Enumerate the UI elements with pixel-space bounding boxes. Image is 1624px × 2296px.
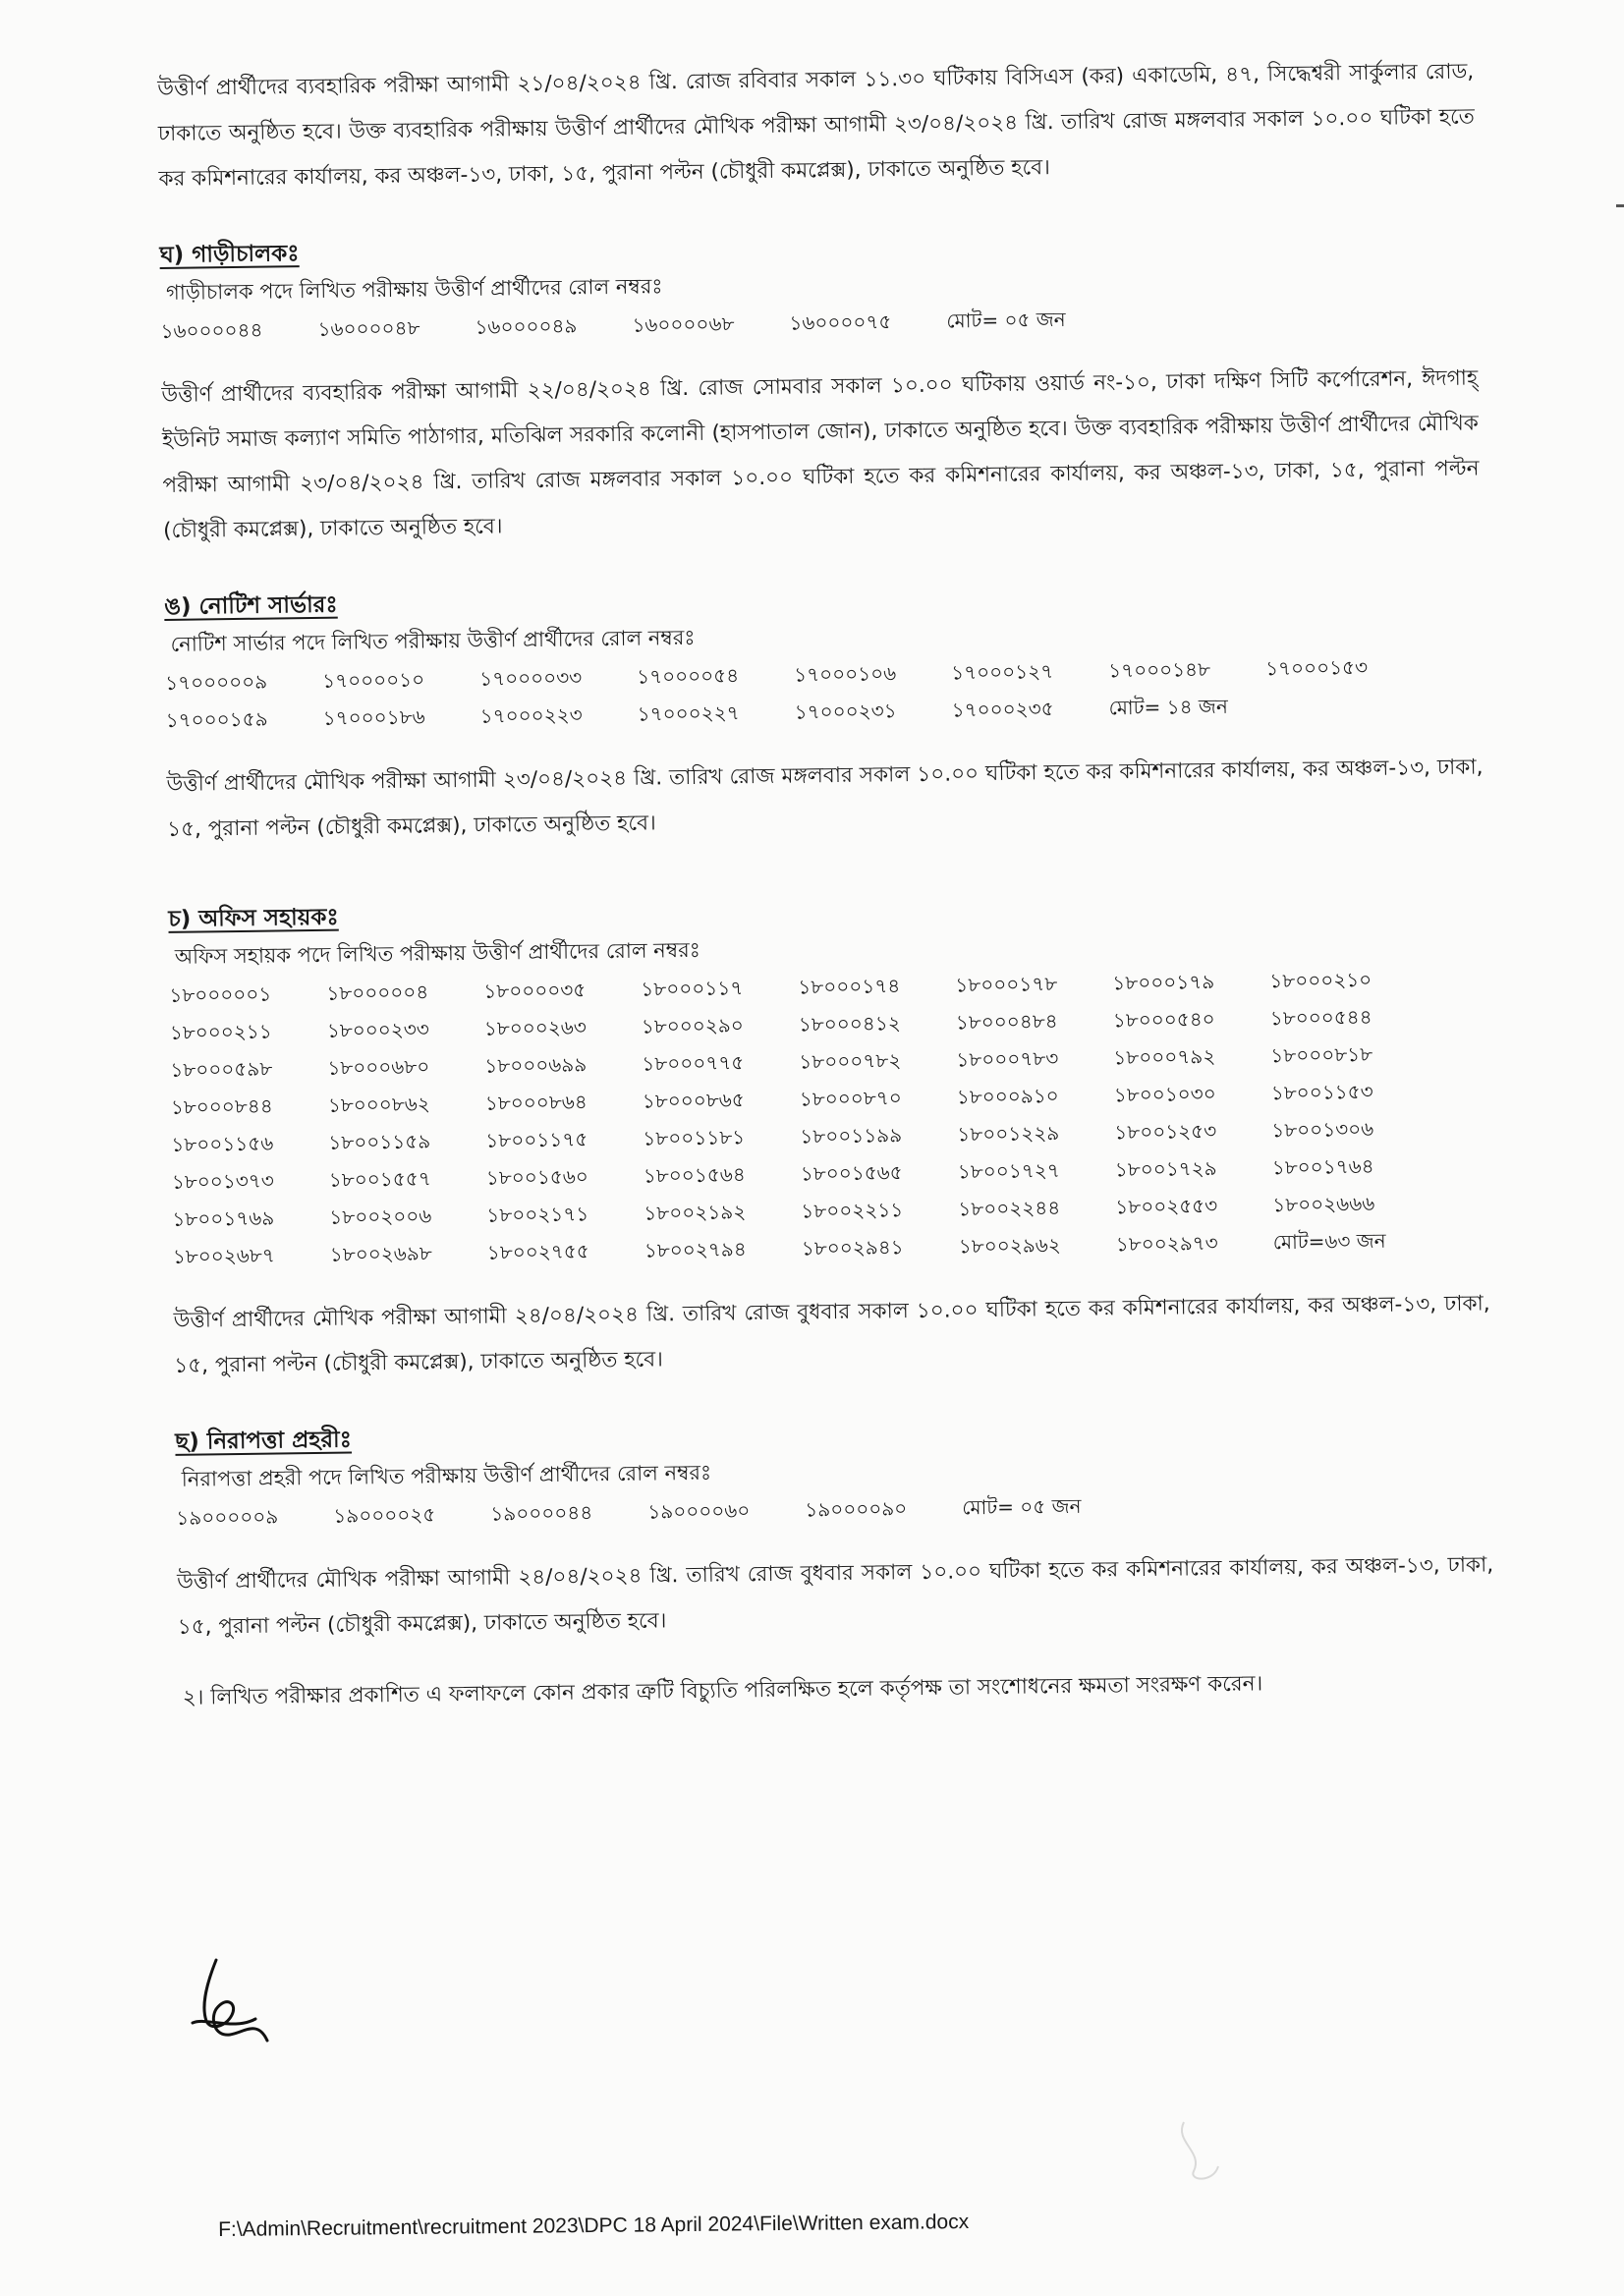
roll-number: ১৮০০০৫৪০ [1112,1006,1215,1033]
roll-number: ১৮০০০১৭৮ [955,972,1058,997]
roll-number: ১৭০০০২৩১ [794,699,897,724]
roll-number: ১৭০০০০০৯ [165,669,268,695]
roll-number: ১৯০০০০০৯ [176,1504,279,1530]
roll-number: ১৭০০০২২৩ [479,702,583,728]
roll-number: ১৮০০২১৭১ [486,1202,589,1227]
section-heading: চ) অফিস সহায়কঃ [168,904,339,932]
roll-number: ১৮০০০২১০ [1269,967,1372,993]
roll-number: ১৮০০০৬৯৯ [484,1052,588,1078]
roll-number: ১৬০০০০৬৮ [632,311,735,337]
roll-number: ১৮০০০৭৯২ [1113,1043,1216,1070]
section-paragraph: উত্তীর্ণ প্রার্থীদের মৌখিক পরীক্ষা আগামী ২৪/০৪/২০২৪ খ্রি. তারিখ রোজ বুধবার সকাল ১০.০০ ঘটিকা হতে কর কমিশনারের কার্যালয়, কর অঞ্চল-১৩, ঢাকা, ১৫, পুরানা পল্টন (চৌধুরী কমপ্লেক্স), ঢাকাতে অনুষ্ঠিত হবে। [173,1291,1490,1378]
roll-number: ১৮০০১২২৯ [957,1121,1060,1147]
roll-number: ১৮০০১৫৫৭ [328,1166,431,1192]
roll-number: ১৮০০২৯৪১ [801,1235,904,1260]
roll-number: ১৬০০০০৪৮ [317,315,420,341]
roll-number: ১৮০০০৮৬২ [327,1092,430,1117]
roll-number: ১৮০০০২১১ [169,1019,272,1044]
roll-number: ১৮০০১১৭৫ [485,1127,588,1152]
roll-number: ১৭০০০১৮৬ [322,704,425,730]
roll-number: ১৮০০২৬৯৮ [329,1241,432,1266]
section-subline: গাড়ীচালক পদে লিখিত পরীক্ষায় উত্তীর্ণ প্রার্থীদের রোল নম্বরঃ [165,274,663,305]
roll-number: ১৮০০০৭৮২ [799,1048,902,1074]
section-paragraph: উত্তীর্ণ প্রার্থীদের মৌখিক পরীক্ষা আগামী ২৪/০৪/২০২৪ খ্রি. তারিখ রোজ বুধবার সকাল ১০.০০ ঘটিকা হতে কর কমিশনারের কার্যালয়, কর অঞ্চল-১৩, ঢাকা, ১৫, পুরানা পল্টন (চৌধুরী কমপ্লেক্স), ঢাকাতে অনুষ্ঠিত হবে। [177,1552,1494,1640]
roll-number: ১৮০০০৮১৮ [1270,1041,1373,1068]
roll-number: ১৭০০০১৪৮ [1107,657,1211,683]
roll-number: ১৮০০০৮৪৪ [170,1093,273,1119]
roll-number: ১৮০০০৮৭০ [799,1086,902,1111]
roll-number: ১৮০০০৫৪৪ [1269,1004,1372,1031]
section-subline: নিরাপত্তা প্রহরী পদে লিখিত পরীক্ষায় উত্তীর্ণ প্রার্থীদের রোল নম্বরঃ [181,1460,712,1491]
roll-number: ১৮০০১৭৬৯ [172,1205,275,1231]
roll-number: ১৮০০০৯১০ [956,1084,1059,1109]
roll-number: ১৭০০০০১০ [322,667,425,693]
roll-number: ১৭০০০১৫৯ [165,706,268,732]
roll-number: ১৮০০১৩০৬ [1271,1116,1374,1143]
roll-number: ১৮০০০২৯০ [641,1013,744,1038]
roll-total: মোট= ০৫ জন [962,1493,1082,1520]
section-driver [159,218,1480,554]
section-heading: ঙ) নোটিশ সার্ভারঃ [164,591,338,620]
signature-icon [187,1950,275,2048]
roll-number: ১৮০০১৭২৭ [957,1158,1060,1184]
section-office-assistant [168,882,1490,1388]
roll-number: ১৮০০০৪১২ [798,1011,901,1036]
roll-number: ১৮০০০৮৬৪ [484,1090,588,1115]
closing-note: ২। লিখিত পরীক্ষার প্রকাশিত এ ফলাফলে কোন প্রকার ত্রুটি বিচ্যুতি পরিলক্ষিত হলে কর্তৃপক্ষ তা সংশোধনের ক্ষমতা সংরক্ষণ করেন। [182,1671,1263,1710]
roll-list [169,961,1489,1273]
roll-number: ১৮০০২৯৬২ [958,1233,1061,1259]
roll-number: ১৮০০০০০১ [169,981,272,1007]
roll-number: ১৮০০১৫৬৪ [643,1162,746,1188]
roll-number: ১৮০০১৩৭৩ [171,1168,274,1194]
roll-number: ১৮০০২২১১ [801,1198,904,1223]
roll-number: ১৮০০০৭৭৫ [642,1050,745,1076]
section-heading: ঘ) গাড়ীচালকঃ [159,241,300,268]
roll-number: ১৭০০০১২৭ [950,659,1054,685]
faint-stamp-icon [1164,2112,1233,2191]
roll-number: ১৮০০২৫৫৩ [1115,1193,1218,1219]
roll-number: ১৮০০১১৫৯ [328,1129,431,1154]
roll-number: ১৮০০১৭৬৪ [1271,1153,1374,1180]
roll-number: ১৮০০০৮৬৫ [642,1088,745,1113]
roll-number: ১৮০০০৪৮৪ [955,1009,1058,1035]
roll-number: ১৮০০০৬৮০ [327,1054,430,1080]
roll-number: ১৮০০১১৫৩ [1270,1079,1373,1105]
roll-number: ১৮০০০১৭৪ [798,974,901,999]
section-subline: নোটিশ সার্ভার পদে লিখিত পরীক্ষায় উত্তীর্ণ প্রার্থীদের রোল নম্বরঃ [170,625,696,656]
section-paragraph: উত্তীর্ণ প্রার্থীদের মৌখিক পরীক্ষা আগামী ২৩/০৪/২০২৪ খ্রি. তারিখ রোজ মঙ্গলবার সকাল ১০.০০ ঘটিকা হতে কর কমিশনারের কার্যালয়, কর অঞ্চল-১৩, ঢাকা, ১৫, পুরানা পল্টন (চৌধুরী কমপ্লেক্স), ঢাকাতে অনুষ্ঠিত হবে। [166,755,1484,842]
roll-number: ১৮০০২০০৬ [329,1204,432,1229]
roll-number: ১৭০০০২২৭ [637,700,740,726]
roll-number: ১৮০০১৭২৯ [1114,1155,1217,1182]
roll-number: ১৮০০২৯৭৩ [1115,1230,1218,1257]
roll-number: ১৮০০১৫৬৫ [800,1160,903,1186]
roll-number: ১৮০০০১৭৯ [1112,969,1215,995]
section-paragraph: উত্তীর্ণ প্রার্থীদের ব্যবহারিক পরীক্ষা আগামী ২২/০৪/২০২৪ খ্রি. রোজ সোমবার সকাল ১০.০০ ঘটিকায় ওয়ার্ড নং-১০, ঢাকা দক্ষিণ সিটি কর্পোরেশন, ঈদগাহ্ ইউনিট সমাজ কল্যাণ সমিতি পাঠাগার, মতিঝিল সরকারি কলোনী (হাসপাতাল জোন), ঢাকাতে অনুষ্ঠিত হবে। উক্ত ব্যবহারিক পরীক্ষায় উত্তীর্ণ প্রার্থীদের মৌখিক পরীক্ষা আগামী ২৩/০৪/২০২৪ খ্রি. তারিখ রোজ মঙ্গলবার সকাল ১০.০০ ঘটিকা হতে কর কমিশনারের কার্যালয়, কর অঞ্চল-১৩, ঢাকা, ১৫, পুরানা পল্টন (চৌধুরী কমপ্লেক্স), ঢাকাতে অনুষ্ঠিত হবে। [161,365,1480,543]
roll-number: ১৮০০২৬৮৭ [172,1243,275,1268]
intro-paragraph: উত্তীর্ণ প্রার্থীদের ব্যবহারিক পরীক্ষা আগামী ২১/০৪/২০২৪ খ্রি. রোজ রবিবার সকাল ১১.৩০ ঘটিকায় বিসিএস (কর) একাডেমি, ৪৭, সিদ্ধেশ্বরী সার্কুলার রোড, ঢাকাতে অনুষ্ঠিত হবে। উক্ত ব্যবহারিক পরীক্ষায় উত্তীর্ণ প্রার্থীদের মৌখিক পরীক্ষা আগামী ২৩/০৪/২০২৪ খ্রি. তারিখ রোজ মঙ্গলবার সকাল ১০.০০ ঘটিকা হতে কর কমিশনারের কার্যালয়, কর অঞ্চল-১৩, ঢাকা, ১৫, পুরানা পল্টন (চৌধুরী কমপ্লেক্স), ঢাকাতে অনুষ্ঠিত হবে। [157,59,1475,192]
edge-mark [1616,204,1624,207]
roll-number: ১৮০০০১১৭ [641,976,744,1001]
roll-number: ১৮০০০২৬৩ [483,1015,587,1040]
roll-number: ১৭০০০২৩৫ [951,697,1054,722]
roll-number: ১৯০০০০৬০ [647,1498,751,1524]
roll-number: ১৮০০০০০৪ [326,980,429,1005]
roll-number: ১৯০০০০৪৪ [490,1500,593,1526]
roll-number: ১৮০০০২৩৩ [326,1017,429,1042]
roll-number: ১৮০০০৭৮৩ [956,1046,1059,1072]
file-path-footer: F:\Admin\Recruitment\recruitment 2023\DPC 18 April 2024\File\Written exam.docx [218,2210,970,2241]
roll-number: ১৭০০০০৫৪ [637,663,740,689]
section-security-guard [175,1405,1494,1651]
roll-number: ১৮০০২২৪৪ [958,1196,1061,1221]
roll-number: ১৮০০০৫৯৮ [170,1056,273,1082]
roll-number: ১৮০০১৫৬০ [485,1164,588,1190]
roll-number: ১৭০০০১৫৩ [1264,654,1369,681]
roll-number: ১৮০০০০৩৫ [483,978,587,1003]
roll-number: ১৮০০২৭৯৪ [644,1237,747,1262]
roll-number: ১৭০০০০৩৩ [479,665,583,691]
roll-number: ১৭০০০১০৬ [793,661,897,687]
roll-total: মোট=৬৩ জন [1272,1228,1386,1255]
roll-number: ১৮০০১১৫৬ [171,1131,274,1156]
roll-total: মোট= ০৫ জন [946,307,1066,333]
roll-number: ১৮০০১২৫৩ [1114,1118,1217,1145]
roll-number: ১৮০০১১৯৯ [800,1123,903,1148]
section-heading: ছ) নিরাপত্তা প্রহরীঃ [175,1427,353,1455]
roll-total: মোট= ১৪ জন [1108,694,1228,720]
roll-number: ১৮০০২৭৫৫ [486,1239,589,1264]
document-body [157,49,1495,1720]
section-notice-server [164,570,1484,853]
section-subline: অফিস সহায়ক পদে লিখিত পরীক্ষায় উত্তীর্ণ প্রার্থীদের রোল নম্বরঃ [174,937,701,969]
roll-number: ১৬০০০০৪৯ [475,313,578,339]
roll-number: ১৬০০০০৭৫ [789,309,892,335]
roll-number: ১৬০০০০৪৪ [160,317,263,343]
roll-number: ১৮০০১০৩০ [1113,1081,1216,1107]
roll-number: ১৮০০১১৮১ [643,1125,746,1150]
roll-number: ১৯০০০০২৫ [333,1502,436,1528]
roll-number: ১৮০০২৬৬৬ [1272,1191,1375,1217]
roll-number: ১৮০০২১৯২ [644,1200,747,1225]
roll-number: ১৯০০০০৯০ [805,1496,908,1522]
